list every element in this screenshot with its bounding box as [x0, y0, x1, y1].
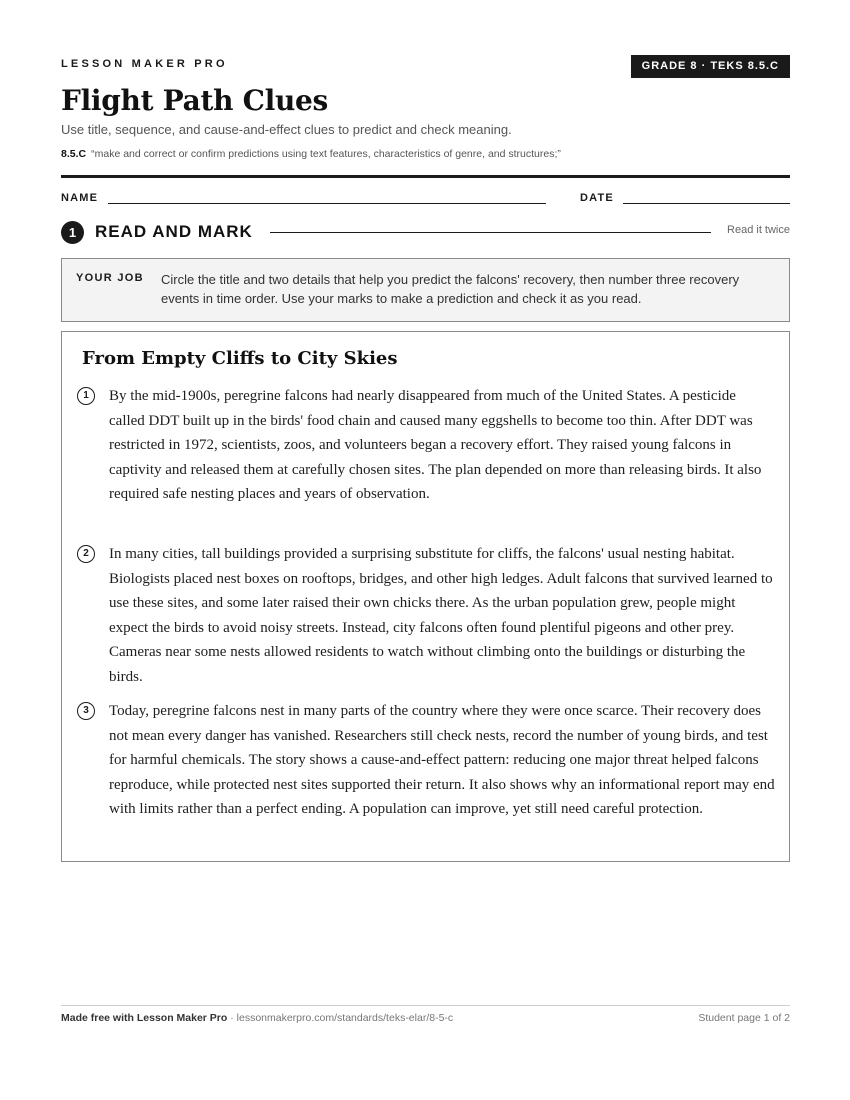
- reading-passage: [61, 331, 790, 862]
- name-label: NAME: [61, 192, 99, 204]
- date-label: DATE: [580, 192, 614, 204]
- page-subtitle: Use title, sequence, and cause-and-effect clues to predict and check meaning.: [61, 122, 512, 137]
- header-divider: [61, 175, 790, 178]
- grade-badge: GRADE 8 · TEKS 8.5.C: [631, 55, 790, 78]
- paragraph-number: 3: [77, 702, 95, 720]
- paragraph-text: By the mid-1900s, peregrine falcons had nearly disappeared from much of the United States. A pesticide called DDT built up in the birds' food chain and caused many eggshells to become too thin. After DDT was restricted in 1972, scientists, zoos, and volunteers began a recovery effort. They raised young falcons in captivity and released them at carefully chosen sites. The plan depended on more than releasing birds. It also required safe nesting places and years of observation.: [109, 388, 762, 503]
- worksheet-page: [61, 0, 790, 1100]
- footer-divider: [61, 1005, 790, 1006]
- name-field[interactable]: [108, 203, 546, 204]
- paragraph-text: Today, peregrine falcons nest in many parts of the country where they were once scarce. Their recovery does not mean every danger has vanished. Researchers still check nests, record the number of young birds, and test for harmful chemicals. The story shows a cause-and-effect pattern: reducing one major threat helped falcons reproduce, while protected nest sites supported their return. It also shows why an informational report may end with limits rather than a perfect ending. A population can improve, yet still need careful protection.: [109, 703, 775, 818]
- standard-text: “make and correct or confirm predictions using text features, characteristics of genre, and structures;”: [91, 148, 561, 160]
- job-instructions-box: [61, 258, 790, 322]
- header-bar: [61, 55, 790, 79]
- job-label: YOUR JOB: [76, 272, 144, 284]
- student-fields: [61, 191, 790, 207]
- date-field[interactable]: [623, 203, 790, 204]
- paragraph-number: 1: [77, 387, 95, 405]
- page-title: Flight Path Clues: [61, 84, 329, 117]
- footer-brand: Made free with Lesson Maker Pro: [61, 1012, 228, 1024]
- footer-credit: [61, 1012, 453, 1024]
- standard-code: 8.5.C: [61, 148, 87, 160]
- standard-statement: [61, 148, 561, 160]
- section-divider: [270, 232, 711, 233]
- footer-separator: ·: [227, 1012, 237, 1024]
- section-header: [61, 220, 790, 244]
- footer-url[interactable]: lessonmakerpro.com/standards/teks-elar/8-5-c: [236, 1012, 454, 1024]
- paragraph-text: In many cities, tall buildings provided a surprising substitute for cliffs, the falcons' usual nesting habitat. Biologists placed nest boxes on rooftops, bridges, and other high ledges. Adult falcons that survived learned to use these sites, and some later raised their own chicks there. As the urban population grew, people might expect the birds to avoid noisy streets. Instead, city falcons often found plentiful pigeons and other prey. Cameras near some nests allowed residents to watch without climbing onto the buildings or disturbing the birds.: [109, 546, 773, 685]
- job-text: Circle the title and two details that help you predict the falcons' recovery, then number three recovery events in time order. Use your marks to make a prediction and check it as you read.: [161, 272, 740, 306]
- section-note: Read it twice: [727, 224, 790, 236]
- section-number-badge: 1: [61, 221, 84, 244]
- page-indicator: Student page 1 of 2: [698, 1012, 790, 1024]
- section-title: READ AND MARK: [95, 222, 253, 241]
- paragraph-number: 2: [77, 545, 95, 563]
- passage-title: From Empty Cliffs to City Skies: [82, 348, 398, 369]
- brand-name: LESSON MAKER PRO: [61, 58, 228, 70]
